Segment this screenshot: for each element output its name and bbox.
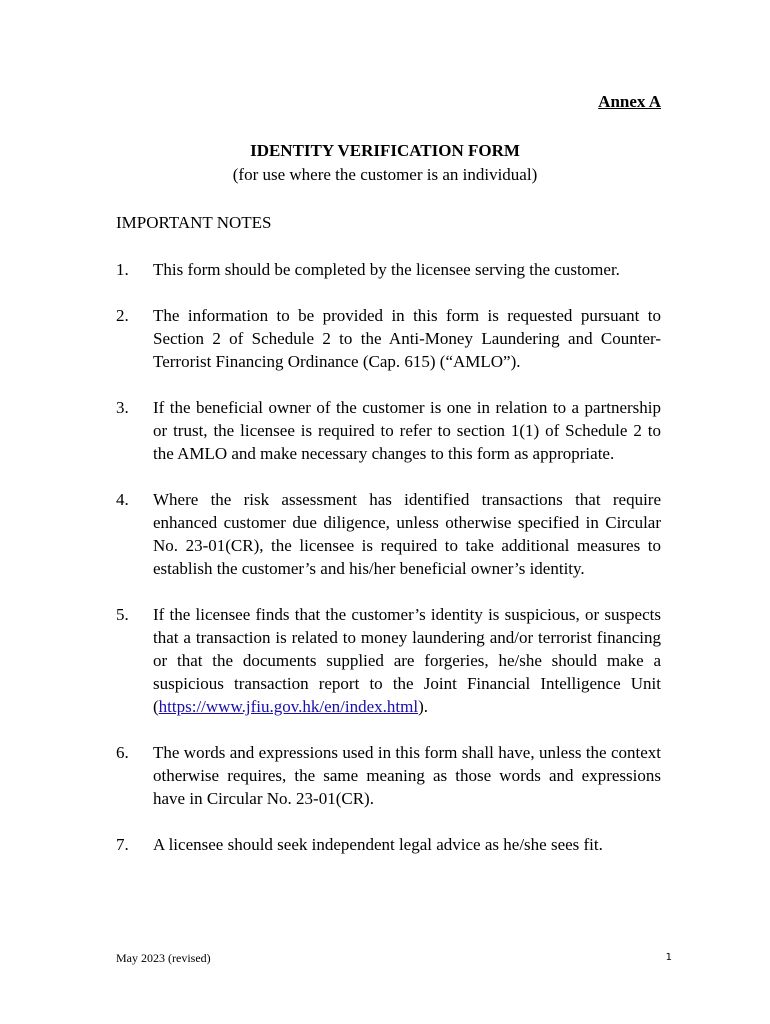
note-number: 1. (116, 260, 129, 279)
form-subtitle: (for use where the customer is an individual) (232, 165, 538, 184)
note-item-2 (116, 304, 661, 373)
note-text: If the licensee finds that the customer’s identity is suspicious, or suspects that a transaction is related to money laundering and/or terrorist financing or that the documents supplied are forgeries, he/she should make a suspicious transaction report to the Joint Financial Intelligence Unit ( (153, 605, 661, 716)
note-text: The words and expressions used in this form shall have, unless the context otherwise requires, the same meaning as those words and expressions have in Circular No. 23-01(CR). (153, 743, 661, 808)
note-text: Where the risk assessment has identified transactions that require enhanced customer due diligence, unless otherwise specified in Circular No. 23-01(CR), the licensee is required to take additional measures to establish the customer’s and his/her beneficial owner’s identity. (153, 490, 661, 578)
note-number: 5. (116, 605, 129, 624)
note-text: This form should be completed by the licensee serving the customer. (153, 260, 620, 279)
note-number: 2. (116, 306, 129, 325)
notes-list (116, 258, 661, 879)
note-item-6 (116, 741, 661, 810)
note-text: If the beneficial owner of the customer is one in relation to a partnership or trust, the licensee is required to refer to section 1(1) of Schedule 2 to the AMLO and make necessary changes to this form as appropriate. (153, 398, 661, 463)
note-text-end: ). (418, 697, 428, 716)
note-item-3 (116, 396, 661, 465)
note-number: 7. (116, 835, 129, 854)
note-number: 4. (116, 490, 129, 509)
page-number: 1 (665, 952, 672, 963)
annex-label: Annex A (598, 92, 661, 111)
note-text: The information to be provided in this form is requested pursuant to Section 2 of Schedule 2 to the Anti-Money Laundering and Counter-Terrorist Financing Ordinance (Cap. 615) (“AMLO”). (153, 306, 661, 371)
note-item-1 (116, 258, 661, 281)
jfiu-link[interactable]: https://www.jfiu.gov.hk/en/index.html (158, 697, 419, 716)
notes-heading: IMPORTANT NOTES (116, 213, 272, 232)
form-title: IDENTITY VERIFICATION FORM (250, 141, 520, 160)
note-item-7 (116, 833, 661, 856)
note-number: 3. (116, 398, 129, 417)
note-item-5 (116, 603, 661, 718)
note-text: A licensee should seek independent legal advice as he/she sees fit. (153, 835, 603, 854)
footer-date: May 2023 (revised) (116, 951, 211, 965)
note-item-4 (116, 488, 661, 580)
note-number: 6. (116, 743, 129, 762)
